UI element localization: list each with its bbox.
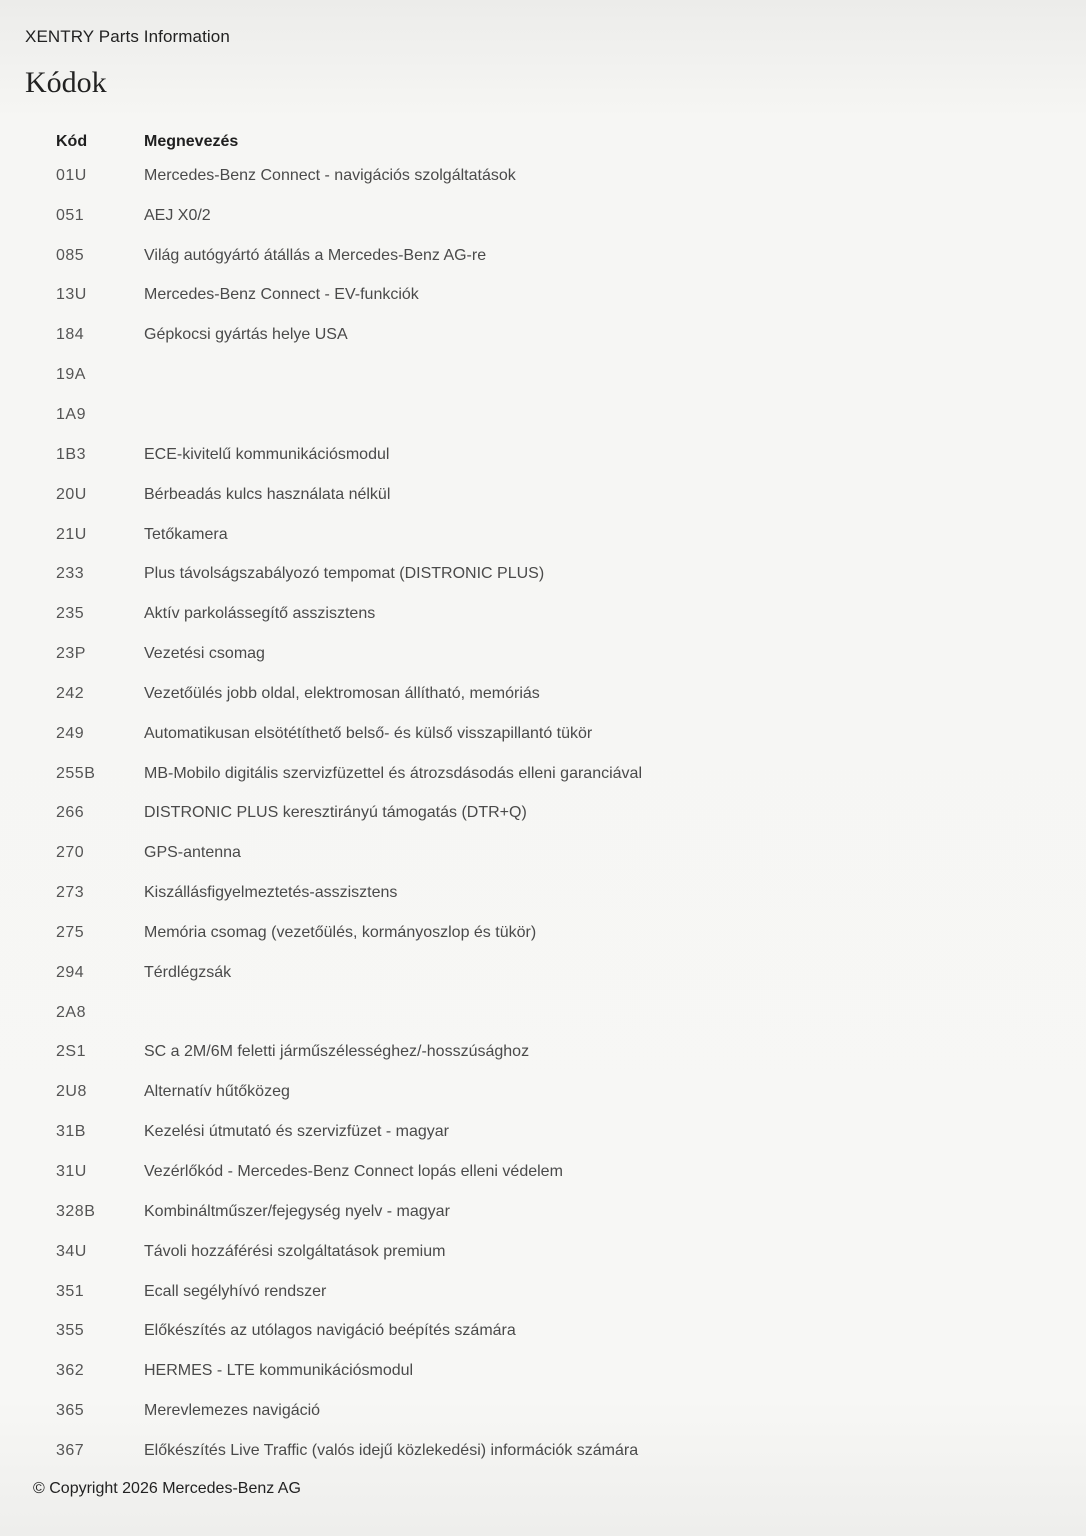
table-row (56, 515, 816, 555)
table-row (56, 355, 816, 395)
row-code: 21U (56, 525, 87, 543)
row-name: Plus távolságszabályozó tempomat (DISTRONIC PLUS) (144, 565, 545, 583)
table-row (56, 236, 816, 276)
row-code: 242 (56, 684, 85, 702)
table-row (56, 196, 816, 236)
row-code: 255B (56, 764, 96, 782)
row-code: 266 (56, 804, 85, 822)
row-code: 31U (56, 1163, 87, 1181)
table-row (56, 754, 816, 794)
table-row (56, 1431, 816, 1471)
row-code: 270 (56, 844, 85, 862)
row-name: Kiszállásfigyelmeztetés-asszisztens (144, 884, 398, 902)
row-name: Tetőkamera (144, 525, 228, 543)
row-name: Aktív parkolássegítő asszisztens (144, 605, 376, 623)
table-row (56, 634, 816, 674)
table-row (56, 276, 816, 316)
row-name: Előkészítés az utólagos navigáció beépítés számára (144, 1322, 516, 1340)
row-code: 23P (56, 645, 86, 663)
row-name: Térdlégzsák (144, 963, 232, 981)
row-code: 085 (56, 246, 85, 264)
table-row (56, 1152, 816, 1192)
row-code: 235 (56, 605, 85, 623)
row-code: 34U (56, 1242, 87, 1260)
table-row (56, 1232, 816, 1272)
row-code: 184 (56, 326, 85, 344)
row-code: 294 (56, 963, 85, 981)
row-code: 31B (56, 1123, 86, 1141)
table-row (56, 714, 816, 754)
row-code: 275 (56, 923, 85, 941)
page-title: Kódok (25, 66, 107, 99)
table-row (56, 475, 816, 515)
row-name: Alternatív hűtőközeg (144, 1083, 290, 1101)
row-name: Bérbeadás kulcs használata nélkül (144, 485, 391, 503)
row-code: 13U (56, 286, 87, 304)
table-row (56, 1272, 816, 1312)
table-row (56, 156, 816, 196)
row-code: 273 (56, 884, 85, 902)
row-name: AEJ X0/2 (144, 206, 211, 224)
row-code: 365 (56, 1402, 85, 1420)
row-name: Gépkocsi gyártás helye USA (144, 326, 348, 344)
table-row (56, 913, 816, 953)
row-name: Kombináltműszer/fejegység nyelv - magyar (144, 1202, 450, 1220)
table-header (56, 128, 816, 156)
row-name: ECE-kivitelű kommunikációsmodul (144, 445, 390, 463)
row-code: 1A9 (56, 405, 86, 423)
row-code: 351 (56, 1282, 85, 1300)
row-code: 1B3 (56, 445, 86, 463)
table-row (56, 315, 816, 355)
app-title: XENTRY Parts Information (25, 27, 230, 46)
row-code: 362 (56, 1362, 85, 1380)
row-name: GPS-antenna (144, 844, 241, 862)
table-body (56, 156, 816, 1471)
row-name: Kezelési útmutató és szervizfüzet - magyar (144, 1123, 450, 1141)
table-row (56, 993, 816, 1033)
table-row (56, 953, 816, 993)
row-name: Vezérlőkód - Mercedes-Benz Connect lopás elleni védelem (144, 1163, 563, 1181)
row-code: 19A (56, 366, 86, 384)
table-row (56, 794, 816, 834)
table-row (56, 1311, 816, 1351)
row-code: 20U (56, 485, 87, 503)
row-code: 249 (56, 724, 85, 742)
row-name: Memória csomag (vezetőülés, kormányoszlop és tükör) (144, 923, 537, 941)
row-name: Világ autógyártó átállás a Mercedes-Benz AG-re (144, 246, 487, 264)
row-code: 355 (56, 1322, 85, 1340)
table-row (56, 1112, 816, 1152)
header-code: Kód (56, 133, 88, 150)
table-row (56, 873, 816, 913)
row-name: Mercedes-Benz Connect - EV-funkciók (144, 286, 419, 304)
row-name: DISTRONIC PLUS keresztirányú támogatás (DTR+Q) (144, 804, 527, 822)
row-name: Vezetőülés jobb oldal, elektromosan állítható, memóriás (144, 684, 540, 702)
table-row (56, 1192, 816, 1232)
copyright-footer: © Copyright 2026 Mercedes-Benz AG (33, 1480, 301, 1497)
row-name: Ecall segélyhívó rendszer (144, 1282, 327, 1300)
codes-table (56, 128, 816, 1471)
row-name: HERMES - LTE kommunikációsmodul (144, 1362, 414, 1380)
row-name: Előkészítés Live Traffic (valós idejű közlekedési) információk számára (144, 1441, 639, 1459)
header-name: Megnevezés (144, 133, 239, 150)
row-code: 367 (56, 1441, 85, 1459)
row-name: Automatikusan elsötétíthető belső- és külső visszapillantó tükör (144, 724, 593, 742)
table-row (56, 594, 816, 634)
table-row (56, 1072, 816, 1112)
table-row (56, 1351, 816, 1391)
table-row (56, 674, 816, 714)
row-name: MB-Mobilo digitális szervizfüzettel és átrozsdásodás elleni garanciával (144, 764, 643, 782)
row-name: Vezetési csomag (144, 645, 265, 663)
table-row (56, 1391, 816, 1431)
table-row (56, 395, 816, 435)
table-row (56, 833, 816, 873)
row-code: 051 (56, 206, 85, 224)
table-row (56, 1033, 816, 1073)
row-code: 2U8 (56, 1083, 87, 1101)
table-row (56, 554, 816, 594)
table-row (56, 435, 816, 475)
row-name: SC a 2M/6M feletti járműszélességhez/-hosszúsághoz (144, 1043, 530, 1061)
row-name: Merevlemezes navigáció (144, 1402, 321, 1420)
row-code: 233 (56, 565, 85, 583)
row-name: Mercedes-Benz Connect - navigációs szolgáltatások (144, 166, 516, 184)
row-code: 2S1 (56, 1043, 86, 1061)
row-code: 2A8 (56, 1003, 86, 1021)
row-name: Távoli hozzáférési szolgáltatások premium (144, 1242, 446, 1260)
row-code: 328B (56, 1202, 96, 1220)
row-code: 01U (56, 166, 87, 184)
